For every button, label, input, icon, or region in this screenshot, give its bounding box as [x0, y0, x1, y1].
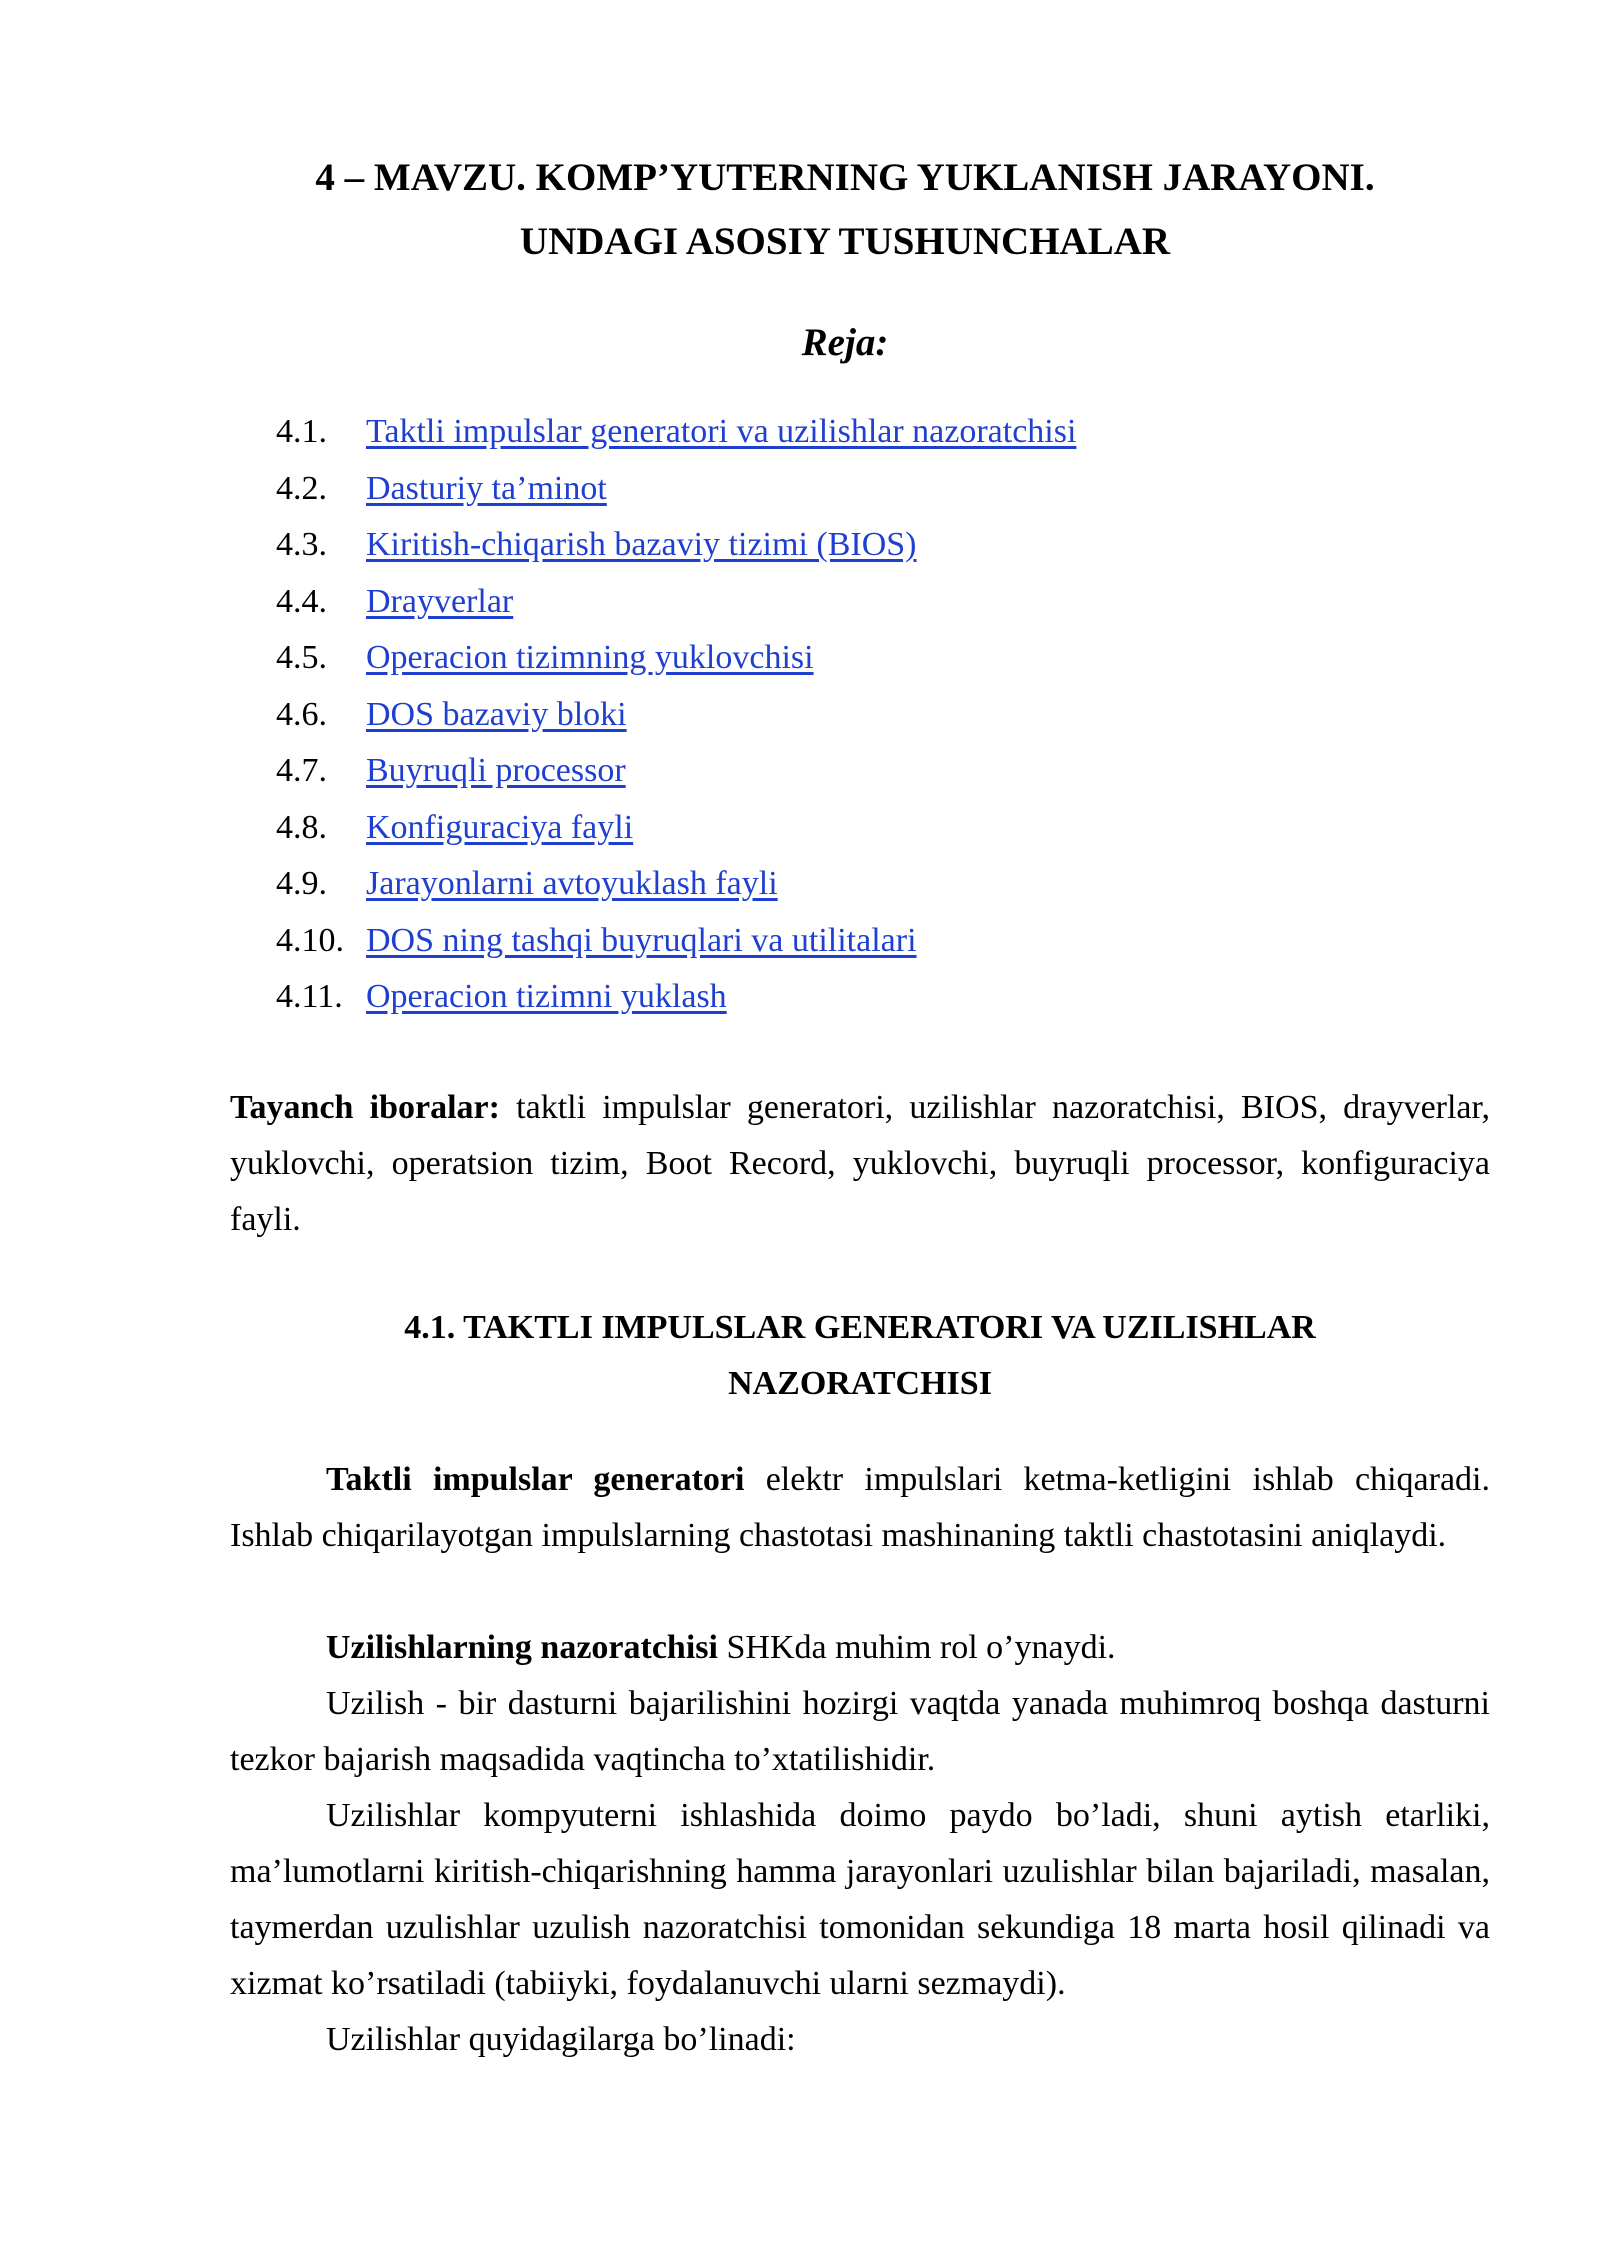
paragraph-generator [230, 1452, 1490, 1564]
toc-item-number: 4.1. [276, 413, 327, 450]
toc-item-link[interactable]: Buyruqli processor [366, 752, 626, 789]
paragraph-generator-text: elektr impulslari ketma-ketligini ishlab chiqaradi. Ishlab chiqarilayotgan impulslarning chastotasi mashinaning taktli chastotasini aniqlaydi. [230, 1461, 1490, 1554]
toc-item-number: 4.7. [276, 752, 327, 789]
toc-item-link[interactable]: Kiritish-chiqarish bazaviy tizimi (BIOS) [366, 526, 917, 563]
toc-item-number: 4.9. [276, 865, 327, 902]
toc-item-link[interactable]: Operacion tizimni yuklash [366, 978, 727, 1015]
paragraph-controller [230, 1620, 1490, 1676]
keywords-text: taktli impulslar generatori, uzilishlar nazoratchisi, BIOS, drayverlar, yuklovchi, operatsion tizim, Boot Record, yuklovchi, buyruqli processor, konfiguraciya fayli. [230, 1089, 1490, 1238]
toc-item [276, 800, 633, 856]
toc-item-number: 4.3. [276, 526, 327, 563]
toc-item [276, 856, 778, 912]
toc-item [276, 404, 1076, 460]
toc-item-link[interactable]: DOS bazaviy bloki [366, 695, 627, 733]
topic-title-line-1: 4 – MAVZU. KOMP’YUTERNING YUKLANISH JARAYONI. [315, 156, 1375, 199]
toc-item-number: 4.10. [276, 921, 344, 959]
toc-item-link[interactable]: Jarayonlarni avtoyuklash fayli [366, 865, 778, 902]
toc-item-link[interactable]: Dasturiy ta’minot [366, 469, 607, 507]
toc-item [276, 461, 607, 517]
toc-item [276, 630, 814, 686]
toc-item [276, 517, 917, 573]
toc-item-link[interactable]: DOS ning tashqi buyruqlari va utilitalari [366, 921, 917, 959]
toc-item-link[interactable]: Drayverlar [366, 582, 514, 620]
toc-item-number: 4.8. [276, 808, 327, 846]
toc-item-link[interactable]: Taktli impulslar generatori va uzilishlar nazoratchisi [366, 413, 1077, 450]
toc-item-number: 4.11. [276, 978, 343, 1015]
section-title-line-1: 4.1. TAKTLI IMPULSLAR GENERATORI VA UZILISHLAR [404, 1309, 1316, 1346]
toc-item [276, 574, 513, 630]
plan-heading: Reja: [801, 321, 889, 364]
toc-item [276, 969, 727, 1025]
toc-item [276, 687, 627, 743]
topic-title-line-2: UNDAGI ASOSIY TUSHUNCHALAR [519, 220, 1171, 263]
toc-item-number: 4.5. [276, 639, 327, 676]
paragraph-controller-text: SHKda muhim rol o’ynaydi. [717, 1629, 1116, 1666]
toc-item-number: 4.6. [276, 695, 327, 733]
toc-item-number: 4.2. [276, 469, 327, 507]
paragraph-interrupt-types: Uzilishlar quyidagilarga bo’linadi: [326, 2021, 796, 2058]
section-title-line-2: NAZORATCHISI [728, 1365, 992, 1402]
toc-item-link[interactable]: Konfiguraciya fayli [366, 808, 634, 846]
toc-item-number: 4.4. [276, 582, 327, 620]
toc-item [276, 913, 917, 969]
toc-item [276, 743, 626, 799]
paragraph-generator-term: Taktli impulslar generatori [326, 1461, 745, 1498]
keywords-paragraph [230, 1080, 1490, 1248]
paragraph-interrupt-details: Uzilishlar kompyuterni ishlashida doimo paydo bo’ladi, shuni aytish etarliki, ma’lumotlarni kiritish-chiqarishning hamma jarayonlari uzulishlar bilan bajariladi, masalan, taymerdan uzulishlar uzulish nazoratchisi tomonidan sekundiga 18 marta hosil qilinadi va xizmat ko’rsatiladi (tabiiyki, foydalanuvchi ularni sezmaydi). [230, 1797, 1490, 2002]
paragraph-controller-term: Uzilishlarning nazoratchisi [326, 1629, 718, 1666]
toc-item-link[interactable]: Operacion tizimning yuklovchisi [366, 639, 814, 676]
paragraph-interrupt-definition: Uzilish - bir dasturni bajarilishini hozirgi vaqtda yanada muhimroq boshqa dasturni tezkor bajarish maqsadida vaqtincha to’xtatilishidir. [230, 1685, 1490, 1778]
keywords-label: Tayanch iboralar: [230, 1089, 500, 1126]
